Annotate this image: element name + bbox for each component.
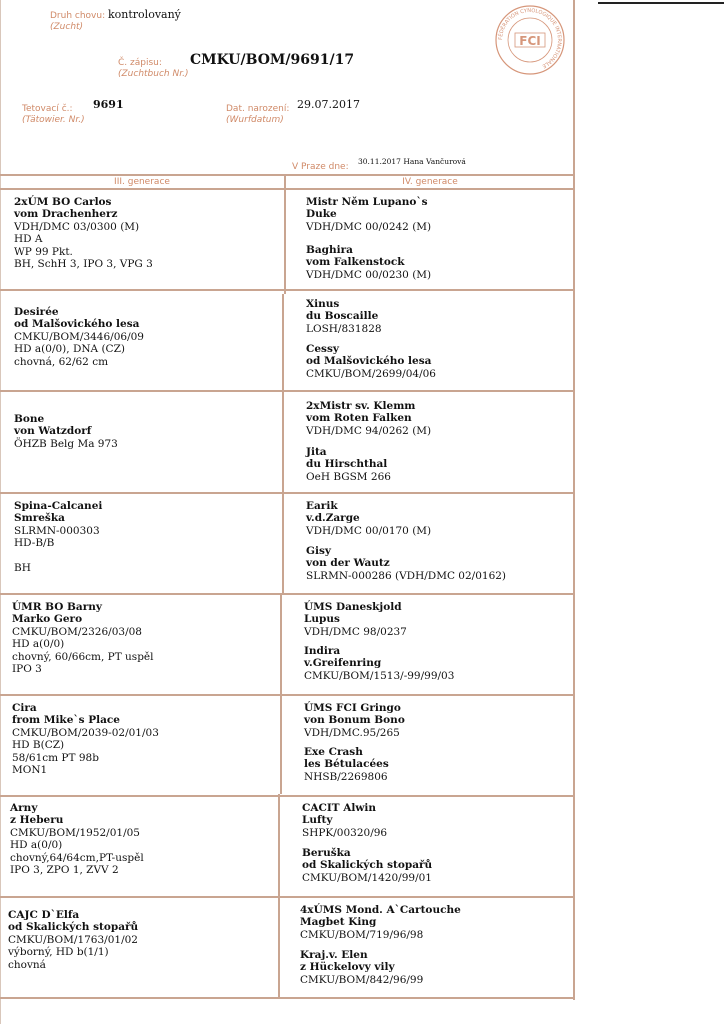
reg-value: CMKU/BOM/9691/17 bbox=[190, 52, 355, 68]
grid-line bbox=[0, 593, 575, 595]
dob-label-de: (Wurfdatum) bbox=[226, 115, 284, 125]
ancestor-gen3-8: CAJC D`Elfa od Skalických stopařů CMKU/BOM/1763/01/02 výborný, HD b(1/1) chovná bbox=[8, 909, 139, 971]
ancestor-gen4-13: CACIT Alwin Lufty SHPK/00320/96 bbox=[302, 802, 388, 839]
ancestor-gen4-15: 4xÚMS Mond. A`Cartouche Magbet King CMKU/BOM/719/96/98 bbox=[300, 904, 461, 941]
ancestor-gen3-5: ÚMR BO Barny Marko Gero CMKU/BOM/2326/03/08 HD a(0/0) chovný, 60/66cm, PT uspěl IPO 3 bbox=[12, 601, 154, 676]
breed-label: Druh chovu: (Zucht) bbox=[50, 11, 106, 32]
ancestor-gen4-7: Earik v.d.Zarge VDH/DMC 00/0170 (M) bbox=[306, 500, 432, 537]
tattoo-label: Tetovací č.: (Tätowier. Nr.) bbox=[22, 104, 85, 125]
tattoo-label-de: (Tätowier. Nr.) bbox=[22, 115, 85, 125]
ancestor-gen3-3: Bone von Watzdorf ÖHZB Belg Ma 973 bbox=[14, 413, 118, 450]
grid-divider bbox=[282, 294, 284, 594]
grid-line bbox=[0, 188, 575, 190]
ancestor-gen4-12: Exe Crash les Bétulacées NHSB/2269806 bbox=[304, 746, 389, 783]
grid-line bbox=[0, 795, 575, 797]
grid-line bbox=[0, 492, 575, 494]
grid-line bbox=[0, 174, 575, 176]
place-label: V Praze dne: bbox=[292, 162, 349, 172]
fci-stamp-icon bbox=[494, 4, 566, 76]
dob-label: Dat. narození: (Wurfdatum) bbox=[226, 104, 290, 125]
ancestor-gen4-3: Xinus du Boscaille LOSH/831828 bbox=[306, 298, 382, 335]
ancestor-gen3-1: 2xÚM BO Carlos vom Drachenherz VDH/DMC 03/0300 (M) HD A WP 99 Pkt. BH, SchH 3, IPO 3, VPG 3 bbox=[14, 196, 153, 271]
ancestor-gen3-7: Arny z Heberu CMKU/BOM/1952/01/05 HD a(0/0) chovný,64/64cm,PT-uspěl IPO 3, ZPO 1, ZVV 2 bbox=[10, 802, 144, 877]
ancestor-gen3-4: Spina-Calcanei Smreška SLRMN-000303 HD-B/B BH bbox=[14, 500, 103, 575]
ancestor-gen4-4: Cessy od Malšovického lesa CMKU/BOM/2699/04/06 bbox=[306, 343, 436, 380]
ancestor-gen4-9: ÚMS Daneskjold Lupus VDH/DMC 98/0237 bbox=[304, 601, 407, 638]
ancestor-gen4-5: 2xMistr sv. Klemm vom Roten Falken VDH/DMC 94/0262 (M) bbox=[306, 400, 432, 437]
stamp-ring-text: FÉDÉRATION CYNOLOGIQUE INTERNATIONALE bbox=[497, 7, 563, 69]
ancestor-gen4-10: Indira v.Greifenring CMKU/BOM/1513/-99/99/03 bbox=[304, 645, 455, 682]
grid-line bbox=[0, 997, 575, 999]
reg-label-de: (Zuchtbuch Nr.) bbox=[118, 69, 189, 79]
place-date-signature: 30.11.2017 Hana Vančurová bbox=[358, 157, 466, 166]
stamp-center-text: FCI bbox=[519, 34, 541, 48]
breed-label-de: (Zucht) bbox=[50, 22, 84, 32]
breed-value: kontrolovaný bbox=[108, 8, 181, 21]
ancestor-gen4-2: Baghira vom Falkenstock VDH/DMC 00/0230 (M) bbox=[306, 244, 432, 281]
ancestor-gen4-6: Jita du Hirschthal OeH BGSM 266 bbox=[306, 446, 391, 483]
ancestor-gen4-16: Kraj.v. Elen z Hückelovy vily CMKU/BOM/842/96/99 bbox=[300, 949, 424, 986]
ancestor-gen4-1: Mistr Něm Lupano`s Duke VDH/DMC 00/0242 (M) bbox=[306, 196, 432, 233]
grid-line bbox=[0, 289, 575, 291]
dob-value: 29.07.2017 bbox=[297, 98, 360, 111]
grid-divider bbox=[284, 174, 286, 294]
gen4-header: IV. generace bbox=[402, 177, 458, 187]
frame-right-border bbox=[573, 0, 575, 1000]
ancestor-gen4-14: Beruška od Skalických stopařů CMKU/BOM/1420/99/01 bbox=[302, 847, 433, 884]
gen3-header: III. generace bbox=[114, 177, 170, 187]
ancestor-gen4-8: Gisy von der Wautz SLRMN-000286 (VDH/DMC 02/0162) bbox=[306, 545, 507, 582]
ancestor-gen3-2: Desirée od Malšovického lesa CMKU/BOM/3446/06/09 HD a(0/0), DNA (CZ) chovná, 62/62 cm bbox=[14, 306, 144, 368]
grid-line bbox=[0, 896, 575, 898]
frame-left-border bbox=[0, 0, 1, 1024]
grid-divider bbox=[280, 594, 282, 794]
scan-edge-line bbox=[598, 2, 724, 4]
ancestor-gen4-11: ÚMS FCI Gringo von Bonum Bono VDH/DMC.95/265 bbox=[304, 702, 405, 739]
grid-line bbox=[0, 390, 575, 392]
ancestor-gen3-6: Cira from Mike`s Place CMKU/BOM/2039-02/01/03 HD B(CZ) 58/61cm PT 98b MON1 bbox=[12, 702, 159, 777]
reg-label: Č. zápisu: (Zuchtbuch Nr.) bbox=[118, 58, 189, 79]
tattoo-value: 9691 bbox=[93, 98, 124, 111]
grid-line bbox=[0, 694, 575, 696]
grid-divider bbox=[278, 794, 280, 998]
